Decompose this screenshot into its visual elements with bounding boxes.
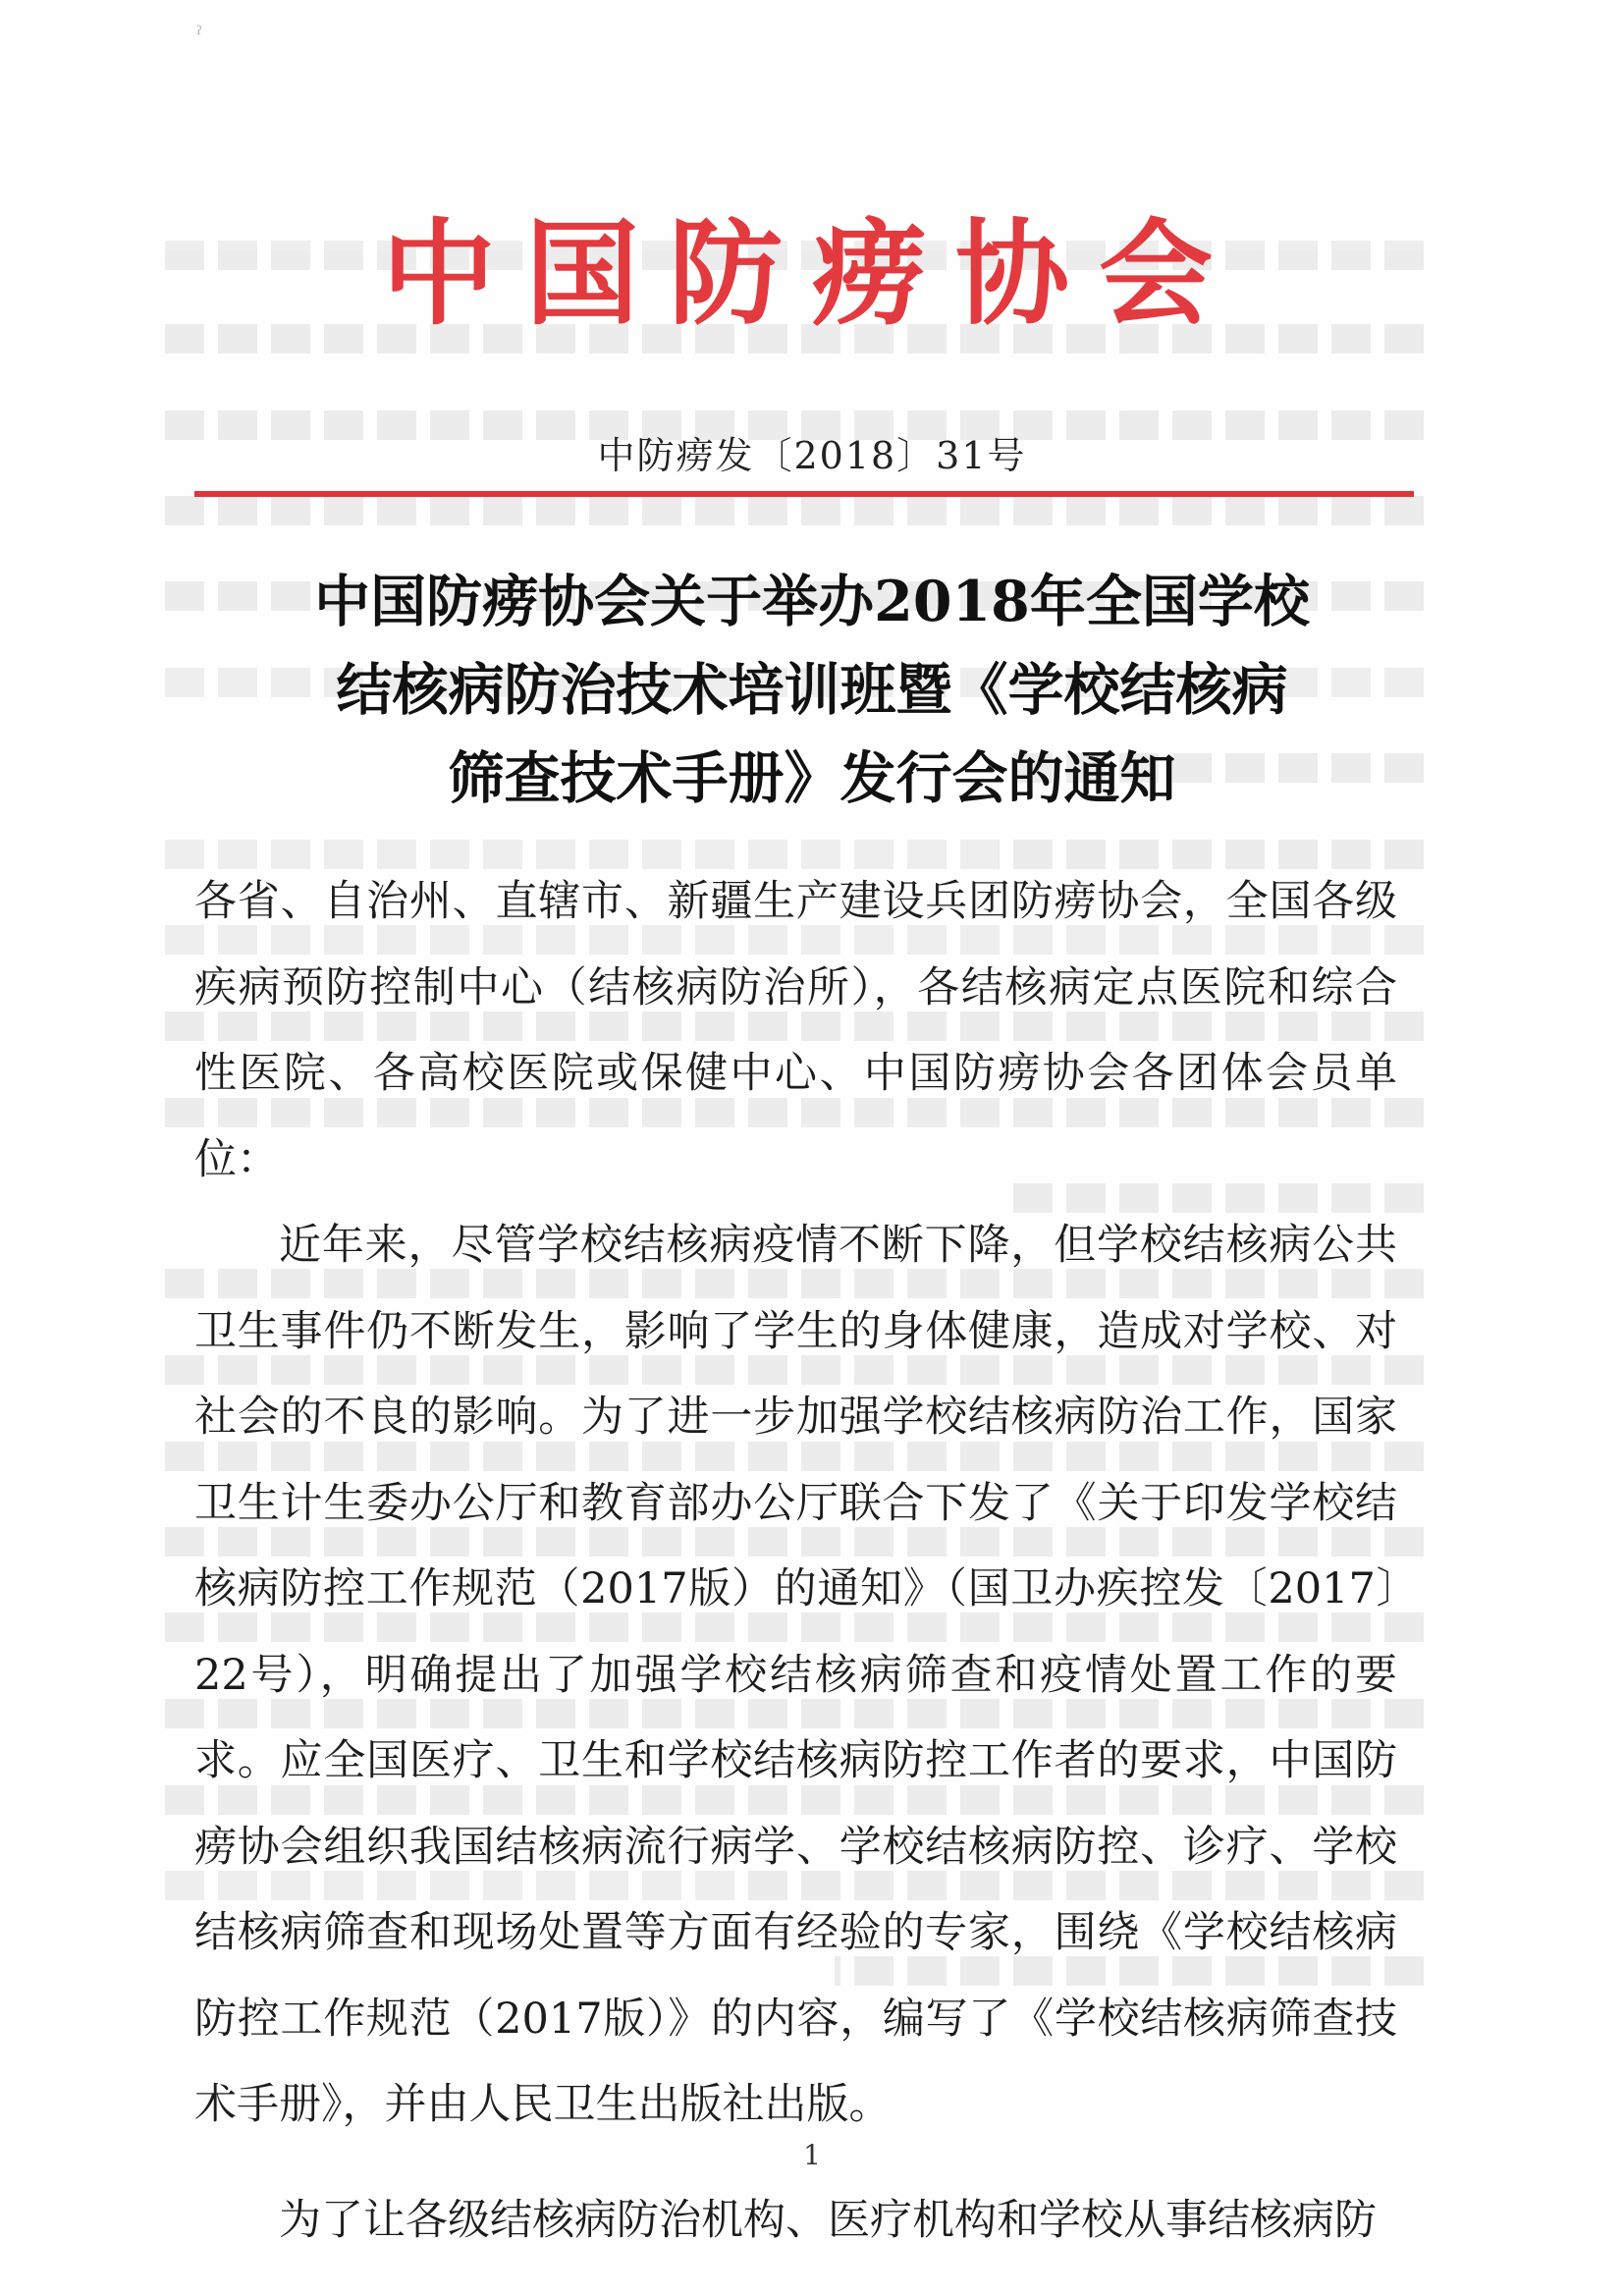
letterhead-red-rule	[194, 491, 1414, 497]
notice-title-line-3: 筛查技术手册》发行会的通知	[448, 745, 1176, 811]
background-paragraph: 近年来，尽管学校结核病疫情不断下降，但学校结核病公共卫生事件仍不断发生，影响了学生的身体健康，造成对学校、对社会的不良的影响。为了进一步加强学校结核病防治工作，国家卫生计生委办公厅和教育部办公厅联合下发了《关于印发学校结核病防控工作规范（2017版）的通知》（国卫办疾控发〔2017〕22号），明确提出了加强学校结核病筛查和疫情处置工作的要求。应全国医疗、卫生和学校结核病防控工作者的要求，中国防痨协会组织我国结核病流行病学、学校结核病防控、诊疗、学校结核病筛查和现场处置等方面有经验的专家，围绕《学校结核病防控工作规范（2017版）》的内容，编写了《学校结核病筛查技术手册》，并由人民卫生出版社出版。	[194, 1221, 1397, 2129]
document-number: 中防痨发〔2018〕31号	[597, 434, 1027, 477]
scan-corner-mark: ˀ	[196, 24, 203, 48]
letterhead-org-name: 中国防痨协会	[382, 208, 1242, 341]
notice-title	[157, 558, 1467, 823]
notice-body	[194, 859, 1397, 2264]
notice-title-line-2: 结核病防治技术培训班暨《学校结核病	[336, 657, 1288, 723]
addressee-paragraph: 各省、自治州、直辖市、新疆生产建设兵团防痨协会，全国各级疾病预防控制中心（结核病防治所），各结核病定点医院和综合性医院、各高校医院或保健中心、中国防痨协会各团体会员单位：	[194, 877, 1397, 1184]
notice-title-line-1: 中国防痨协会关于举办2018年全国学校	[314, 569, 1310, 634]
purpose-paragraph: 为了让各级结核病防治机构、医疗机构和学校从事结核病防	[279, 2195, 1377, 2245]
page-number: 1	[803, 2139, 821, 2171]
